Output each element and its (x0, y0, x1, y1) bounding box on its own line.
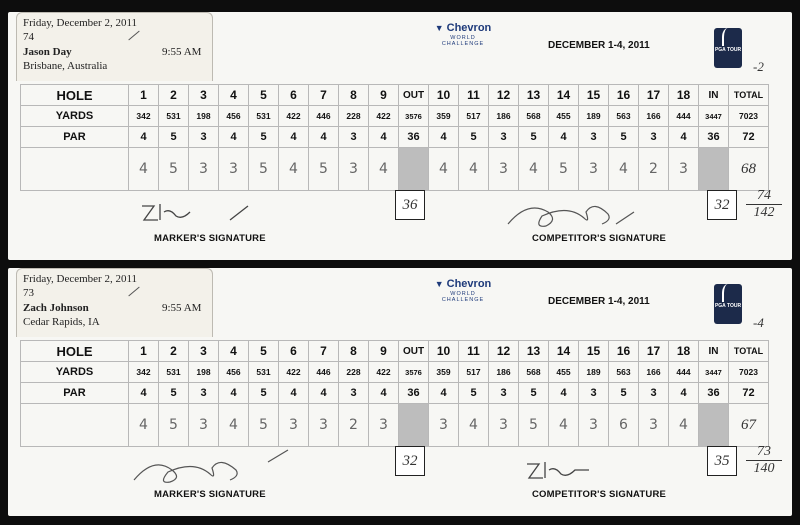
yardage: 422 (279, 106, 309, 127)
out-shaded-cell (399, 404, 429, 447)
hole-score: 3 (189, 148, 219, 191)
yardage: 455 (549, 106, 579, 127)
yardage: 228 (339, 362, 369, 383)
yardage: 359 (429, 362, 459, 383)
hole-number: 15 (579, 341, 609, 362)
yardage: 563 (609, 106, 639, 127)
hole-number: 7 (309, 85, 339, 106)
competitor-signature-label: COMPETITOR'S SIGNATURE (532, 489, 667, 500)
hole-score: 4 (609, 148, 639, 191)
event-subtitle: WORLD CHALLENGE (441, 35, 485, 47)
par-value: 4 (279, 383, 309, 404)
hole-score: 5 (159, 148, 189, 191)
par-value: 5 (519, 383, 549, 404)
score-table (20, 84, 769, 191)
hole-score: 4 (429, 148, 459, 191)
competitor-signature-scrawl (523, 458, 623, 484)
score-row (21, 148, 769, 191)
tag-round-score: 73 (23, 287, 34, 299)
yardage: 517 (459, 362, 489, 383)
marker-signature-scrawl (138, 198, 258, 226)
hole-score: 4 (459, 404, 489, 447)
hole-number: 13 (519, 85, 549, 106)
tag-hometown: Brisbane, Australia (23, 60, 108, 72)
pga-tour-logo (714, 28, 742, 68)
par-value: 3 (489, 127, 519, 148)
hole-score: 4 (369, 148, 399, 191)
yards-row (21, 106, 769, 127)
tag-date: Friday, December 2, 2011 (23, 273, 138, 285)
competitor-signature-label: COMPETITOR'S SIGNATURE (532, 233, 667, 244)
tag-tee-time: 9:55 AM (162, 46, 202, 58)
yardage: 531 (159, 106, 189, 127)
par-value: 5 (609, 127, 639, 148)
grand-total-round: 74 (746, 188, 782, 205)
hole-label: HOLE (21, 341, 129, 362)
in-total-box: 32 (707, 190, 737, 220)
tag-hometown: Cedar Rapids, IA (23, 316, 100, 328)
hole-number: 18 (669, 85, 699, 106)
yardage: 568 (519, 362, 549, 383)
score-label-blank (21, 148, 129, 191)
hole-number: 5 (249, 341, 279, 362)
marker-signature-label: MARKER'S SIGNATURE (154, 489, 266, 500)
yardage: 189 (579, 362, 609, 383)
par-value: 5 (459, 127, 489, 148)
event-subtitle: WORLD CHALLENGE (441, 291, 485, 303)
hole-number: 16 (609, 85, 639, 106)
par-value: 4 (309, 127, 339, 148)
yardage: 422 (369, 106, 399, 127)
in-label: IN (699, 85, 729, 106)
hole-score: 4 (519, 148, 549, 191)
par-value: 5 (459, 383, 489, 404)
in-label: IN (699, 341, 729, 362)
grand-total (746, 188, 782, 221)
hole-number: 9 (369, 85, 399, 106)
par-out: 36 (399, 127, 429, 148)
sponsor-name: Chevron (446, 278, 492, 290)
hole-number: 9 (369, 341, 399, 362)
hole-score: 3 (579, 404, 609, 447)
to-par-note: -4 (753, 315, 764, 330)
out-shaded-cell (399, 148, 429, 191)
grand-total-cumulative: 142 (753, 205, 775, 220)
grand-total (746, 444, 782, 477)
scorecard-jason-day (8, 12, 792, 260)
par-row (21, 383, 769, 404)
marker-signature-label: MARKER'S SIGNATURE (154, 233, 266, 244)
tour-name: PGA TOUR (714, 47, 742, 53)
in-shaded-cell (699, 404, 729, 447)
par-in: 36 (699, 127, 729, 148)
yardage: 189 (579, 106, 609, 127)
hole-number: 5 (249, 85, 279, 106)
hole-number: 11 (459, 341, 489, 362)
chevron-logo (428, 278, 498, 303)
pga-tour-logo (714, 284, 742, 324)
hole-number: 4 (219, 341, 249, 362)
par-value: 5 (249, 383, 279, 404)
hole-score: 3 (309, 404, 339, 447)
out-label: OUT (399, 341, 429, 362)
score-label-blank (21, 404, 129, 447)
par-total: 72 (729, 127, 769, 148)
par-value: 4 (129, 127, 159, 148)
hole-row (21, 85, 769, 106)
yardage: 456 (219, 362, 249, 383)
hole-number: 6 (279, 341, 309, 362)
in-shaded-cell (699, 148, 729, 191)
total-label: TOTAL (729, 341, 769, 362)
yards-out: 3576 (399, 362, 429, 383)
sponsor-name: Chevron (446, 22, 492, 34)
par-value: 5 (519, 127, 549, 148)
yards-total: 7023 (729, 106, 769, 127)
par-value: 4 (219, 383, 249, 404)
score-total: 67 (729, 404, 769, 447)
hole-score: 3 (219, 148, 249, 191)
hole-number: 4 (219, 85, 249, 106)
hole-number: 3 (189, 85, 219, 106)
hole-score: 3 (579, 148, 609, 191)
yardage: 444 (669, 106, 699, 127)
par-label: PAR (21, 383, 129, 404)
yards-row (21, 362, 769, 383)
par-value: 3 (579, 383, 609, 404)
par-value: 5 (609, 383, 639, 404)
in-total-box: 35 (707, 446, 737, 476)
player-tag (16, 268, 213, 337)
hole-label: HOLE (21, 85, 129, 106)
chevron-logo (428, 22, 498, 47)
hole-score: 4 (129, 148, 159, 191)
hole-score: 5 (249, 404, 279, 447)
yards-total: 7023 (729, 362, 769, 383)
hole-number: 10 (429, 341, 459, 362)
yardage: 455 (549, 362, 579, 383)
yardage: 531 (249, 106, 279, 127)
yardage: 568 (519, 106, 549, 127)
yards-out: 3576 (399, 106, 429, 127)
hole-score: 5 (249, 148, 279, 191)
par-value: 4 (369, 383, 399, 404)
par-value: 3 (339, 127, 369, 148)
par-value: 3 (189, 127, 219, 148)
yardage: 422 (369, 362, 399, 383)
hole-number: 2 (159, 341, 189, 362)
event-dates: DECEMBER 1-4, 2011 (548, 296, 650, 307)
hole-score: 4 (549, 404, 579, 447)
yardage: 563 (609, 362, 639, 383)
par-out: 36 (399, 383, 429, 404)
hole-score: 3 (279, 404, 309, 447)
yards-in: 3447 (699, 106, 729, 127)
hole-score: 3 (369, 404, 399, 447)
yardage: 186 (489, 362, 519, 383)
yardage: 531 (159, 362, 189, 383)
par-value: 4 (129, 383, 159, 404)
yardage: 198 (189, 106, 219, 127)
golfer-icon (722, 28, 734, 46)
par-value: 4 (549, 383, 579, 404)
hole-score: 3 (489, 404, 519, 447)
hole-score: 2 (639, 148, 669, 191)
event-dates: DECEMBER 1-4, 2011 (548, 40, 650, 51)
hole-score: 3 (639, 404, 669, 447)
scorecard-zach-johnson (8, 268, 792, 516)
par-value: 3 (189, 383, 219, 404)
par-total: 72 (729, 383, 769, 404)
hole-number: 18 (669, 341, 699, 362)
hole-number: 2 (159, 85, 189, 106)
hole-number: 14 (549, 341, 579, 362)
tag-round-score: 74 (23, 31, 34, 43)
par-value: 4 (669, 383, 699, 404)
hole-number: 14 (549, 85, 579, 106)
out-total-box: 36 (395, 190, 425, 220)
hole-score: 3 (429, 404, 459, 447)
par-value: 4 (429, 383, 459, 404)
hole-number: 13 (519, 341, 549, 362)
yardage: 166 (639, 362, 669, 383)
grand-total-cumulative: 140 (753, 461, 775, 476)
hole-score: 4 (129, 404, 159, 447)
hole-number: 8 (339, 341, 369, 362)
hole-score: 4 (669, 404, 699, 447)
par-value: 4 (279, 127, 309, 148)
hole-number: 15 (579, 85, 609, 106)
par-value: 5 (249, 127, 279, 148)
chevron-mark-icon: ▼ (434, 23, 444, 33)
par-value: 4 (429, 127, 459, 148)
hole-number: 8 (339, 85, 369, 106)
tag-tee-time: 9:55 AM (162, 302, 202, 314)
tour-name: PGA TOUR (714, 303, 742, 309)
par-value: 4 (549, 127, 579, 148)
hole-score: 3 (339, 148, 369, 191)
hole-number: 3 (189, 341, 219, 362)
hole-score: 5 (309, 148, 339, 191)
yardage: 342 (129, 362, 159, 383)
marker-signature-scrawl (128, 446, 298, 486)
par-value: 4 (369, 127, 399, 148)
yardage: 166 (639, 106, 669, 127)
competitor-signature-scrawl (498, 190, 648, 230)
hole-row (21, 341, 769, 362)
player-tag (16, 12, 213, 81)
hole-score: 3 (669, 148, 699, 191)
hole-number: 12 (489, 85, 519, 106)
out-label: OUT (399, 85, 429, 106)
hole-number: 11 (459, 85, 489, 106)
yardage: 517 (459, 106, 489, 127)
yardage: 422 (279, 362, 309, 383)
par-value: 3 (339, 383, 369, 404)
out-total-box: 32 (395, 446, 425, 476)
check-mark (128, 31, 139, 41)
hole-number: 17 (639, 341, 669, 362)
par-row (21, 127, 769, 148)
yards-in: 3447 (699, 362, 729, 383)
hole-score: 5 (519, 404, 549, 447)
yardage: 446 (309, 106, 339, 127)
hole-score: 5 (159, 404, 189, 447)
par-value: 5 (159, 127, 189, 148)
score-table (20, 340, 769, 447)
total-label: TOTAL (729, 85, 769, 106)
par-value: 5 (159, 383, 189, 404)
yardage: 186 (489, 106, 519, 127)
hole-score: 4 (459, 148, 489, 191)
par-label: PAR (21, 127, 129, 148)
score-total: 68 (729, 148, 769, 191)
grand-total-round: 73 (746, 444, 782, 461)
tag-date: Friday, December 2, 2011 (23, 17, 138, 29)
hole-score: 6 (609, 404, 639, 447)
yardage: 444 (669, 362, 699, 383)
yardage: 342 (129, 106, 159, 127)
hole-number: 7 (309, 341, 339, 362)
par-in: 36 (699, 383, 729, 404)
to-par-note: -2 (753, 59, 764, 74)
par-value: 3 (489, 383, 519, 404)
hole-number: 12 (489, 341, 519, 362)
hole-number: 16 (609, 341, 639, 362)
hole-score: 3 (489, 148, 519, 191)
par-value: 3 (639, 383, 669, 404)
yardage: 456 (219, 106, 249, 127)
yardage: 359 (429, 106, 459, 127)
hole-score: 4 (219, 404, 249, 447)
hole-score: 2 (339, 404, 369, 447)
par-value: 3 (639, 127, 669, 148)
check-mark (128, 287, 139, 297)
hole-score: 3 (189, 404, 219, 447)
hole-score: 4 (279, 148, 309, 191)
tag-player-name: Zach Johnson (23, 302, 89, 314)
tag-player-name: Jason Day (23, 46, 72, 58)
yards-label: YARDS (21, 362, 129, 383)
yardage: 228 (339, 106, 369, 127)
chevron-mark-icon: ▼ (434, 279, 444, 289)
hole-number: 17 (639, 85, 669, 106)
hole-score: 5 (549, 148, 579, 191)
hole-number: 1 (129, 85, 159, 106)
hole-number: 6 (279, 85, 309, 106)
golfer-icon (722, 284, 734, 302)
par-value: 3 (579, 127, 609, 148)
yards-label: YARDS (21, 106, 129, 127)
yardage: 198 (189, 362, 219, 383)
yardage: 531 (249, 362, 279, 383)
hole-number: 1 (129, 341, 159, 362)
hole-number: 10 (429, 85, 459, 106)
par-value: 4 (219, 127, 249, 148)
yardage: 446 (309, 362, 339, 383)
par-value: 4 (669, 127, 699, 148)
par-value: 4 (309, 383, 339, 404)
score-row (21, 404, 769, 447)
